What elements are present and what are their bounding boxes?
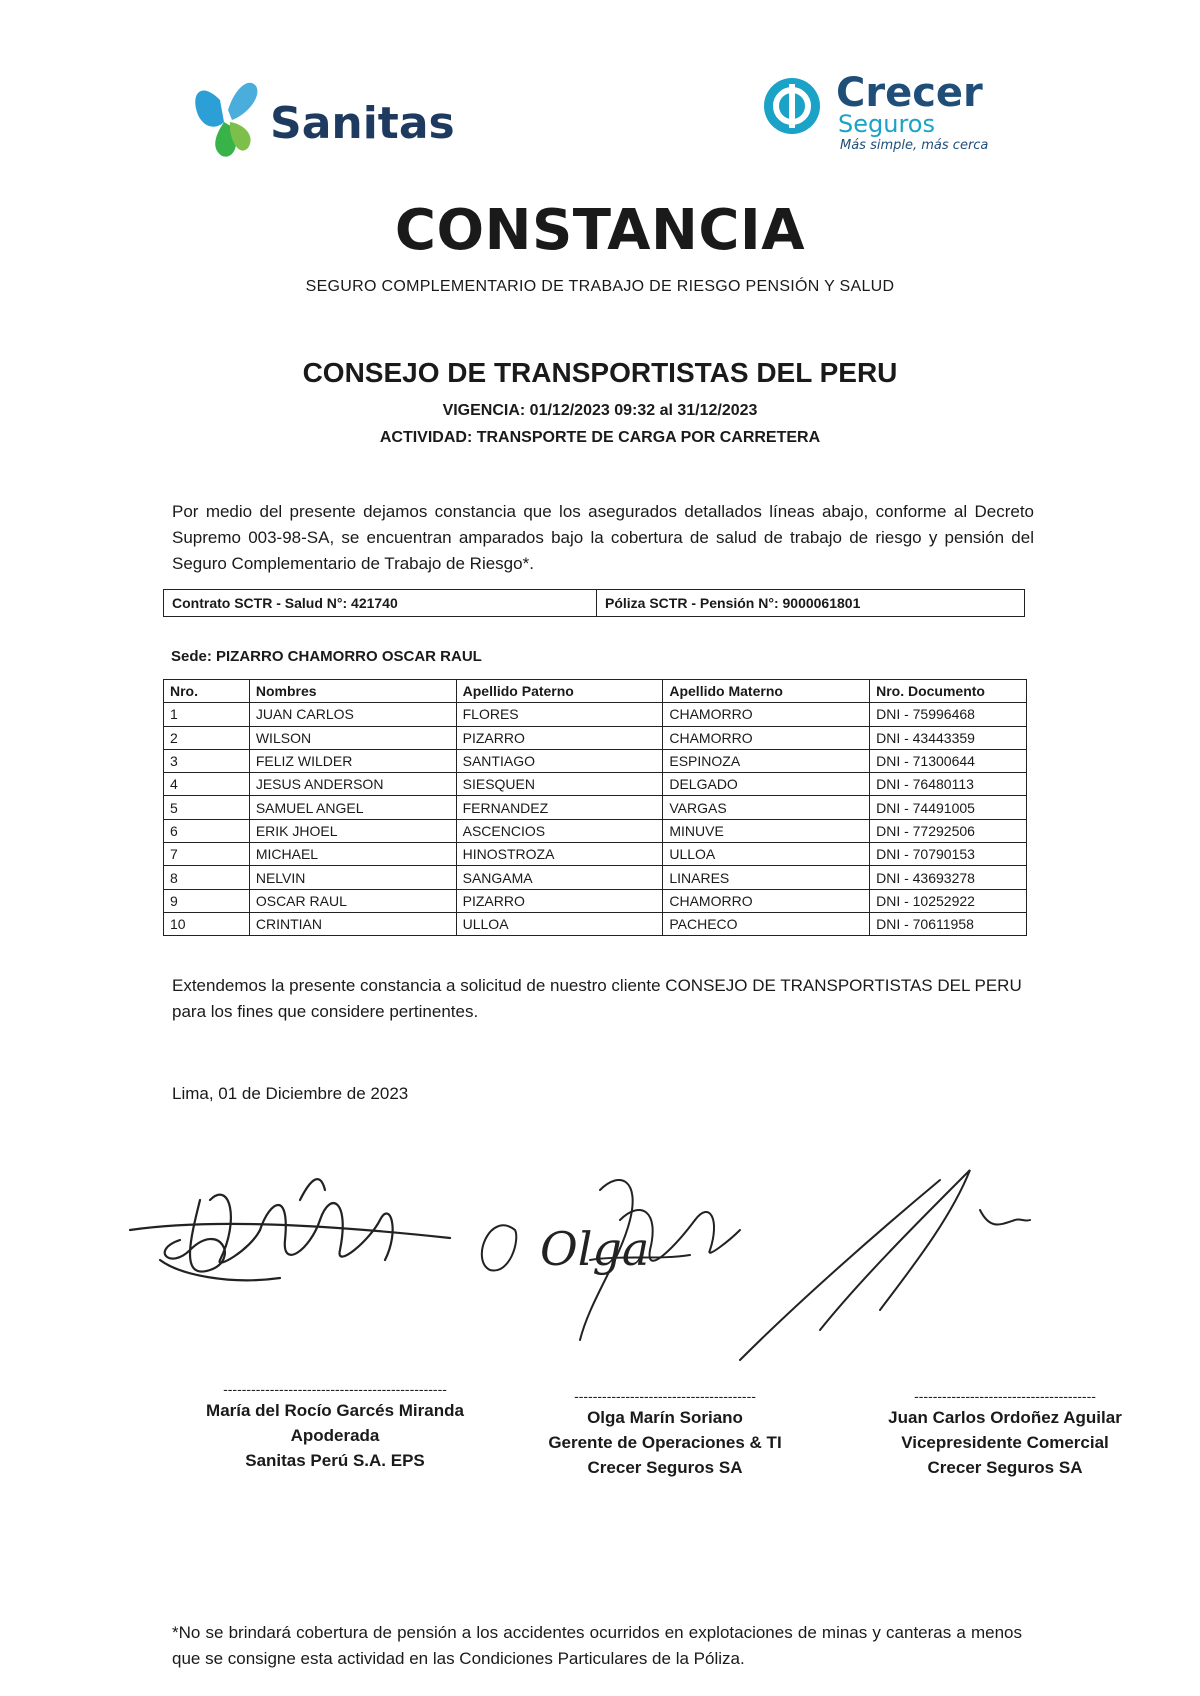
cell-nombres: MICHAEL xyxy=(249,843,456,866)
cell-nombres: FELIZ WILDER xyxy=(249,749,456,772)
table-row xyxy=(164,866,1027,889)
table-row xyxy=(164,819,1027,842)
table-row xyxy=(164,703,1027,726)
signer-org: Crecer Seguros SA xyxy=(587,1458,743,1477)
vigencia: VIGENCIA: 01/12/2023 09:32 al 31/12/2023 xyxy=(442,402,758,419)
header-apellido-paterno: Apellido Paterno xyxy=(456,680,663,703)
sanitas-logo-text: Sanitas xyxy=(270,98,455,149)
poliza-pension: Póliza SCTR - Pensión N°: 9000061801 xyxy=(605,595,861,611)
signature-block-1 xyxy=(190,1380,480,1473)
crecer-logo-tagline: Más simple, más cerca xyxy=(840,138,989,153)
cell-nombres: WILSON xyxy=(249,726,456,749)
cell-documento: DNI - 75996468 xyxy=(870,703,1027,726)
cell-nombres: OSCAR RAUL xyxy=(249,889,456,912)
crecer-logo-sub: Seguros xyxy=(838,110,935,138)
cell-documento: DNI - 70790153 xyxy=(870,843,1027,866)
cell-apellido-paterno: HINOSTROZA xyxy=(456,843,663,866)
table-row xyxy=(164,749,1027,772)
signature-line: --------------------------------------- xyxy=(574,1388,756,1404)
cell-nombres: SAMUEL ANGEL xyxy=(249,796,456,819)
cell-documento: DNI - 74491005 xyxy=(870,796,1027,819)
cell-apellido-paterno: ASCENCIOS xyxy=(456,819,663,842)
cell-apellido-materno: ULLOA xyxy=(663,843,870,866)
table-row xyxy=(164,773,1027,796)
cell-nombres: ERIK JHOEL xyxy=(249,819,456,842)
cell-nro: 2 xyxy=(164,726,250,749)
cell-documento: DNI - 77292506 xyxy=(870,819,1027,842)
cell-apellido-materno: CHAMORRO xyxy=(663,889,870,912)
sanitas-logo xyxy=(190,70,455,160)
cell-apellido-materno: CHAMORRO xyxy=(663,726,870,749)
table-row xyxy=(164,843,1027,866)
crecer-logo-text: Crecer xyxy=(836,70,983,116)
cell-nro: 9 xyxy=(164,889,250,912)
cell-apellido-materno: DELGADO xyxy=(663,773,870,796)
signer-name: Olga Marín Soriano xyxy=(587,1408,743,1427)
closing-paragraph: Extendemos la presente constancia a solicitud de nuestro cliente CONSEJO DE TRANSPORTISTAS DEL PERU para los fines que considere pertinentes. xyxy=(172,976,1022,1021)
cell-apellido-materno: VARGAS xyxy=(663,796,870,819)
header-documento: Nro. Documento xyxy=(870,680,1027,703)
cell-nro: 3 xyxy=(164,749,250,772)
cell-documento: DNI - 10252922 xyxy=(870,889,1027,912)
table-row xyxy=(164,726,1027,749)
signature-2-drawing xyxy=(482,1180,740,1340)
insured-table xyxy=(163,679,1027,936)
cell-apellido-paterno: FLORES xyxy=(456,703,663,726)
cell-documento: DNI - 70611958 xyxy=(870,912,1027,935)
cell-apellido-materno: LINARES xyxy=(663,866,870,889)
contract-salud: Contrato SCTR - Salud N°: 421740 xyxy=(164,590,597,616)
cell-nombres: JUAN CARLOS xyxy=(249,703,456,726)
header-nombres: Nombres xyxy=(249,680,456,703)
cell-nro: 4 xyxy=(164,773,250,796)
cell-apellido-paterno: ULLOA xyxy=(456,912,663,935)
signer-role: Apoderada xyxy=(290,1426,380,1445)
table-header-row xyxy=(164,680,1027,703)
cell-apellido-paterno: SANGAMA xyxy=(456,866,663,889)
footnote: *No se brindará cobertura de pensión a los accidentes ocurridos en explotaciones de minas y canteras a menos que se consigne esta actividad en las Condiciones Particulares de la Póliza. xyxy=(172,1623,1022,1668)
cell-nro: 5 xyxy=(164,796,250,819)
cell-apellido-materno: MINUVE xyxy=(663,819,870,842)
cell-apellido-materno: CHAMORRO xyxy=(663,703,870,726)
signer-name: María del Rocío Garcés Miranda xyxy=(206,1401,464,1420)
place-date: Lima, 01 de Diciembre de 2023 xyxy=(172,1084,409,1103)
table-body xyxy=(164,703,1027,936)
header-nro: Nro. xyxy=(164,680,250,703)
cell-documento: DNI - 43443359 xyxy=(870,726,1027,749)
cell-apellido-paterno: SANTIAGO xyxy=(456,749,663,772)
signer-role: Gerente de Operaciones & TI xyxy=(548,1433,782,1452)
document-title: CONSTANCIA xyxy=(394,198,806,263)
cell-apellido-paterno: SIESQUEN xyxy=(456,773,663,796)
signature-block-2 xyxy=(525,1387,805,1480)
signer-name: Juan Carlos Ordoñez Aguilar xyxy=(888,1408,1122,1427)
actividad: ACTIVIDAD: TRANSPORTE DE CARGA POR CARRETERA xyxy=(379,429,821,446)
cell-nombres: JESUS ANDERSON xyxy=(249,773,456,796)
cell-apellido-paterno: PIZARRO xyxy=(456,726,663,749)
signature-line: --------------------------------------- xyxy=(914,1388,1096,1404)
cell-apellido-paterno: PIZARRO xyxy=(456,889,663,912)
intro-paragraph: Por medio del presente dejamos constancia que los asegurados detallados líneas abajo, conforme al Decreto Supremo 003-98-SA, se encuentran amparados bajo la cobertura de salud de trabajo de riesgo y pensión del Seguro Complementario de Trabajo de Riesgo*. xyxy=(172,502,1034,573)
cell-nombres: NELVIN xyxy=(249,866,456,889)
cell-apellido-paterno: FERNANDEZ xyxy=(456,796,663,819)
signer-role: Vicepresidente Comercial xyxy=(901,1433,1109,1452)
table-row xyxy=(164,796,1027,819)
signature-3-drawing xyxy=(740,1170,1030,1360)
cell-nro: 8 xyxy=(164,866,250,889)
cell-documento: DNI - 43693278 xyxy=(870,866,1027,889)
signature-1-drawing xyxy=(130,1179,450,1280)
table-row xyxy=(164,912,1027,935)
signer-org: Crecer Seguros SA xyxy=(927,1458,1083,1477)
signature-block-3 xyxy=(855,1387,1155,1480)
cell-apellido-materno: PACHECO xyxy=(663,912,870,935)
cell-nro: 7 xyxy=(164,843,250,866)
cell-documento: DNI - 71300644 xyxy=(870,749,1027,772)
table-row xyxy=(164,889,1027,912)
signature-2-handwriting: Olga xyxy=(540,1222,650,1276)
cell-nro: 6 xyxy=(164,819,250,842)
cell-apellido-materno: ESPINOZA xyxy=(663,749,870,772)
signer-org: Sanitas Perú S.A. EPS xyxy=(245,1451,425,1470)
cell-documento: DNI - 76480113 xyxy=(870,773,1027,796)
signatures-image xyxy=(120,1160,1120,1380)
crecer-logo xyxy=(750,72,1040,162)
crecer-circle-icon xyxy=(752,76,832,136)
sede-label: Sede: PIZARRO CHAMORRO OSCAR RAUL xyxy=(171,648,482,665)
cell-nro: 10 xyxy=(164,912,250,935)
company-name: CONSEJO DE TRANSPORTISTAS DEL PERU xyxy=(302,357,898,388)
contract-box xyxy=(163,589,1025,617)
cell-nro: 1 xyxy=(164,703,250,726)
document-subtitle: SEGURO COMPLEMENTARIO DE TRABAJO DE RIESGO PENSIÓN Y SALUD xyxy=(305,278,895,295)
cell-nombres: CRINTIAN xyxy=(249,912,456,935)
signature-line: ------------------------------------------------ xyxy=(223,1381,447,1397)
header-apellido-materno: Apellido Materno xyxy=(663,680,870,703)
sanitas-butterfly-icon xyxy=(190,70,270,160)
